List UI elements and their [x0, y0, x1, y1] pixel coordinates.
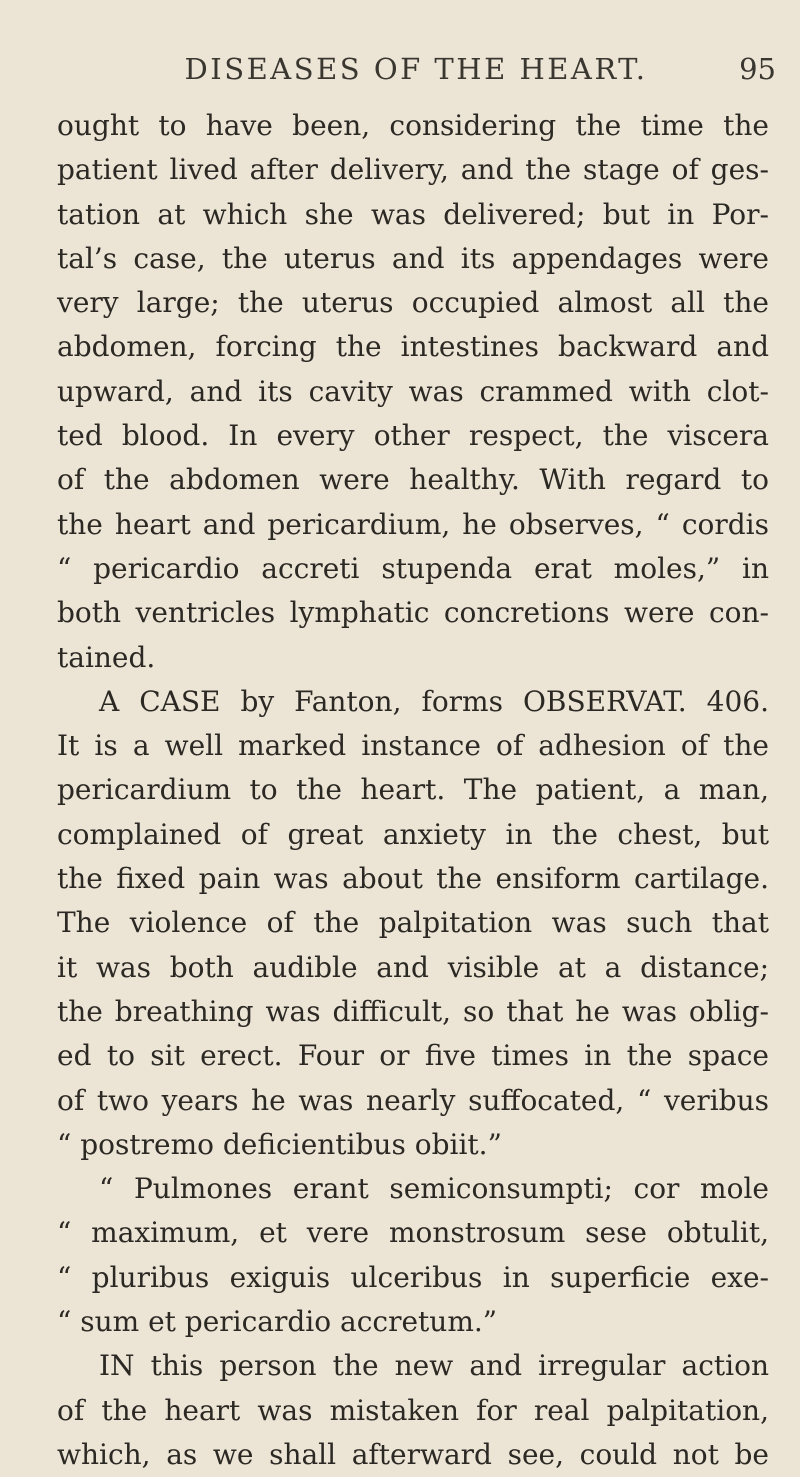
text-line: very large; the uterus occupied almost all the: [57, 286, 769, 320]
text-line: which, as we shall afterward see, could not be: [57, 1437, 769, 1471]
text-line: ought to have been, considering the time the: [57, 109, 769, 142]
text-line: tation at which she was delivered; but in Por-: [57, 197, 769, 231]
text-line: of the abdomen were healthy. With regard to: [57, 463, 769, 497]
body-text: [57, 104, 769, 1477]
text-line: it was both audible and visible at a distance;: [57, 950, 769, 984]
text-line: ed to sit erect. Four or five times in the space: [57, 1039, 769, 1073]
text-line-quote-start: “ Pulmones erant semiconsumpti; cor mole: [99, 1172, 769, 1206]
text-line: It is a well marked instance of adhesion of the: [57, 729, 769, 763]
text-line: The violence of the palpitation was such that: [57, 906, 769, 940]
text-line: patient lived after delivery, and the stage of ges-: [57, 153, 769, 187]
text-line: abdomen, forcing the intestines backward and: [57, 330, 769, 364]
text-line: ted blood. In every other respect, the viscera: [57, 419, 769, 453]
text-line: “ pericardio accreti stupenda erat moles,” in: [57, 551, 769, 585]
text-line-paragraph-start: IN this person the new and irregular action: [99, 1349, 769, 1383]
text-line: tained.: [57, 640, 156, 674]
text-line: of the heart was mistaken for real palpitation,: [57, 1393, 769, 1427]
running-title: DISEASES OF THE HEART.: [184, 52, 648, 86]
text-line: the breathing was difficult, so that he was oblig-: [57, 994, 769, 1028]
text-line: complained of great anxiety in the chest, but: [57, 817, 769, 851]
text-line: “ sum et pericardio accretum.”: [57, 1305, 498, 1339]
page-header: [56, 52, 776, 96]
text-line-paragraph-start: A CASE by Fanton, forms OBSERVAT. 406.: [99, 684, 769, 718]
text-line: both ventricles lymphatic concretions were con-: [57, 596, 769, 630]
text-line: pericardium to the heart. The patient, a man,: [57, 773, 769, 807]
text-line: tal’s case, the uterus and its appendages were: [57, 241, 769, 275]
text-line: “ postremo deficientibus obiit.”: [57, 1127, 502, 1161]
text-line: “ maximum, et vere monstrosum sese obtulit,: [57, 1216, 769, 1250]
page-number: 95: [739, 52, 776, 86]
text-line: the fixed pain was about the ensiform cartilage.: [57, 862, 769, 896]
text-line: “ pluribus exiguis ulceribus in superficie exe-: [57, 1260, 769, 1294]
text-line: of two years he was nearly suffocated, “ veribus: [57, 1083, 769, 1117]
text-line: the heart and pericardium, he observes, “ cordis: [57, 507, 769, 541]
text-line: upward, and its cavity was crammed with clot-: [57, 374, 769, 408]
